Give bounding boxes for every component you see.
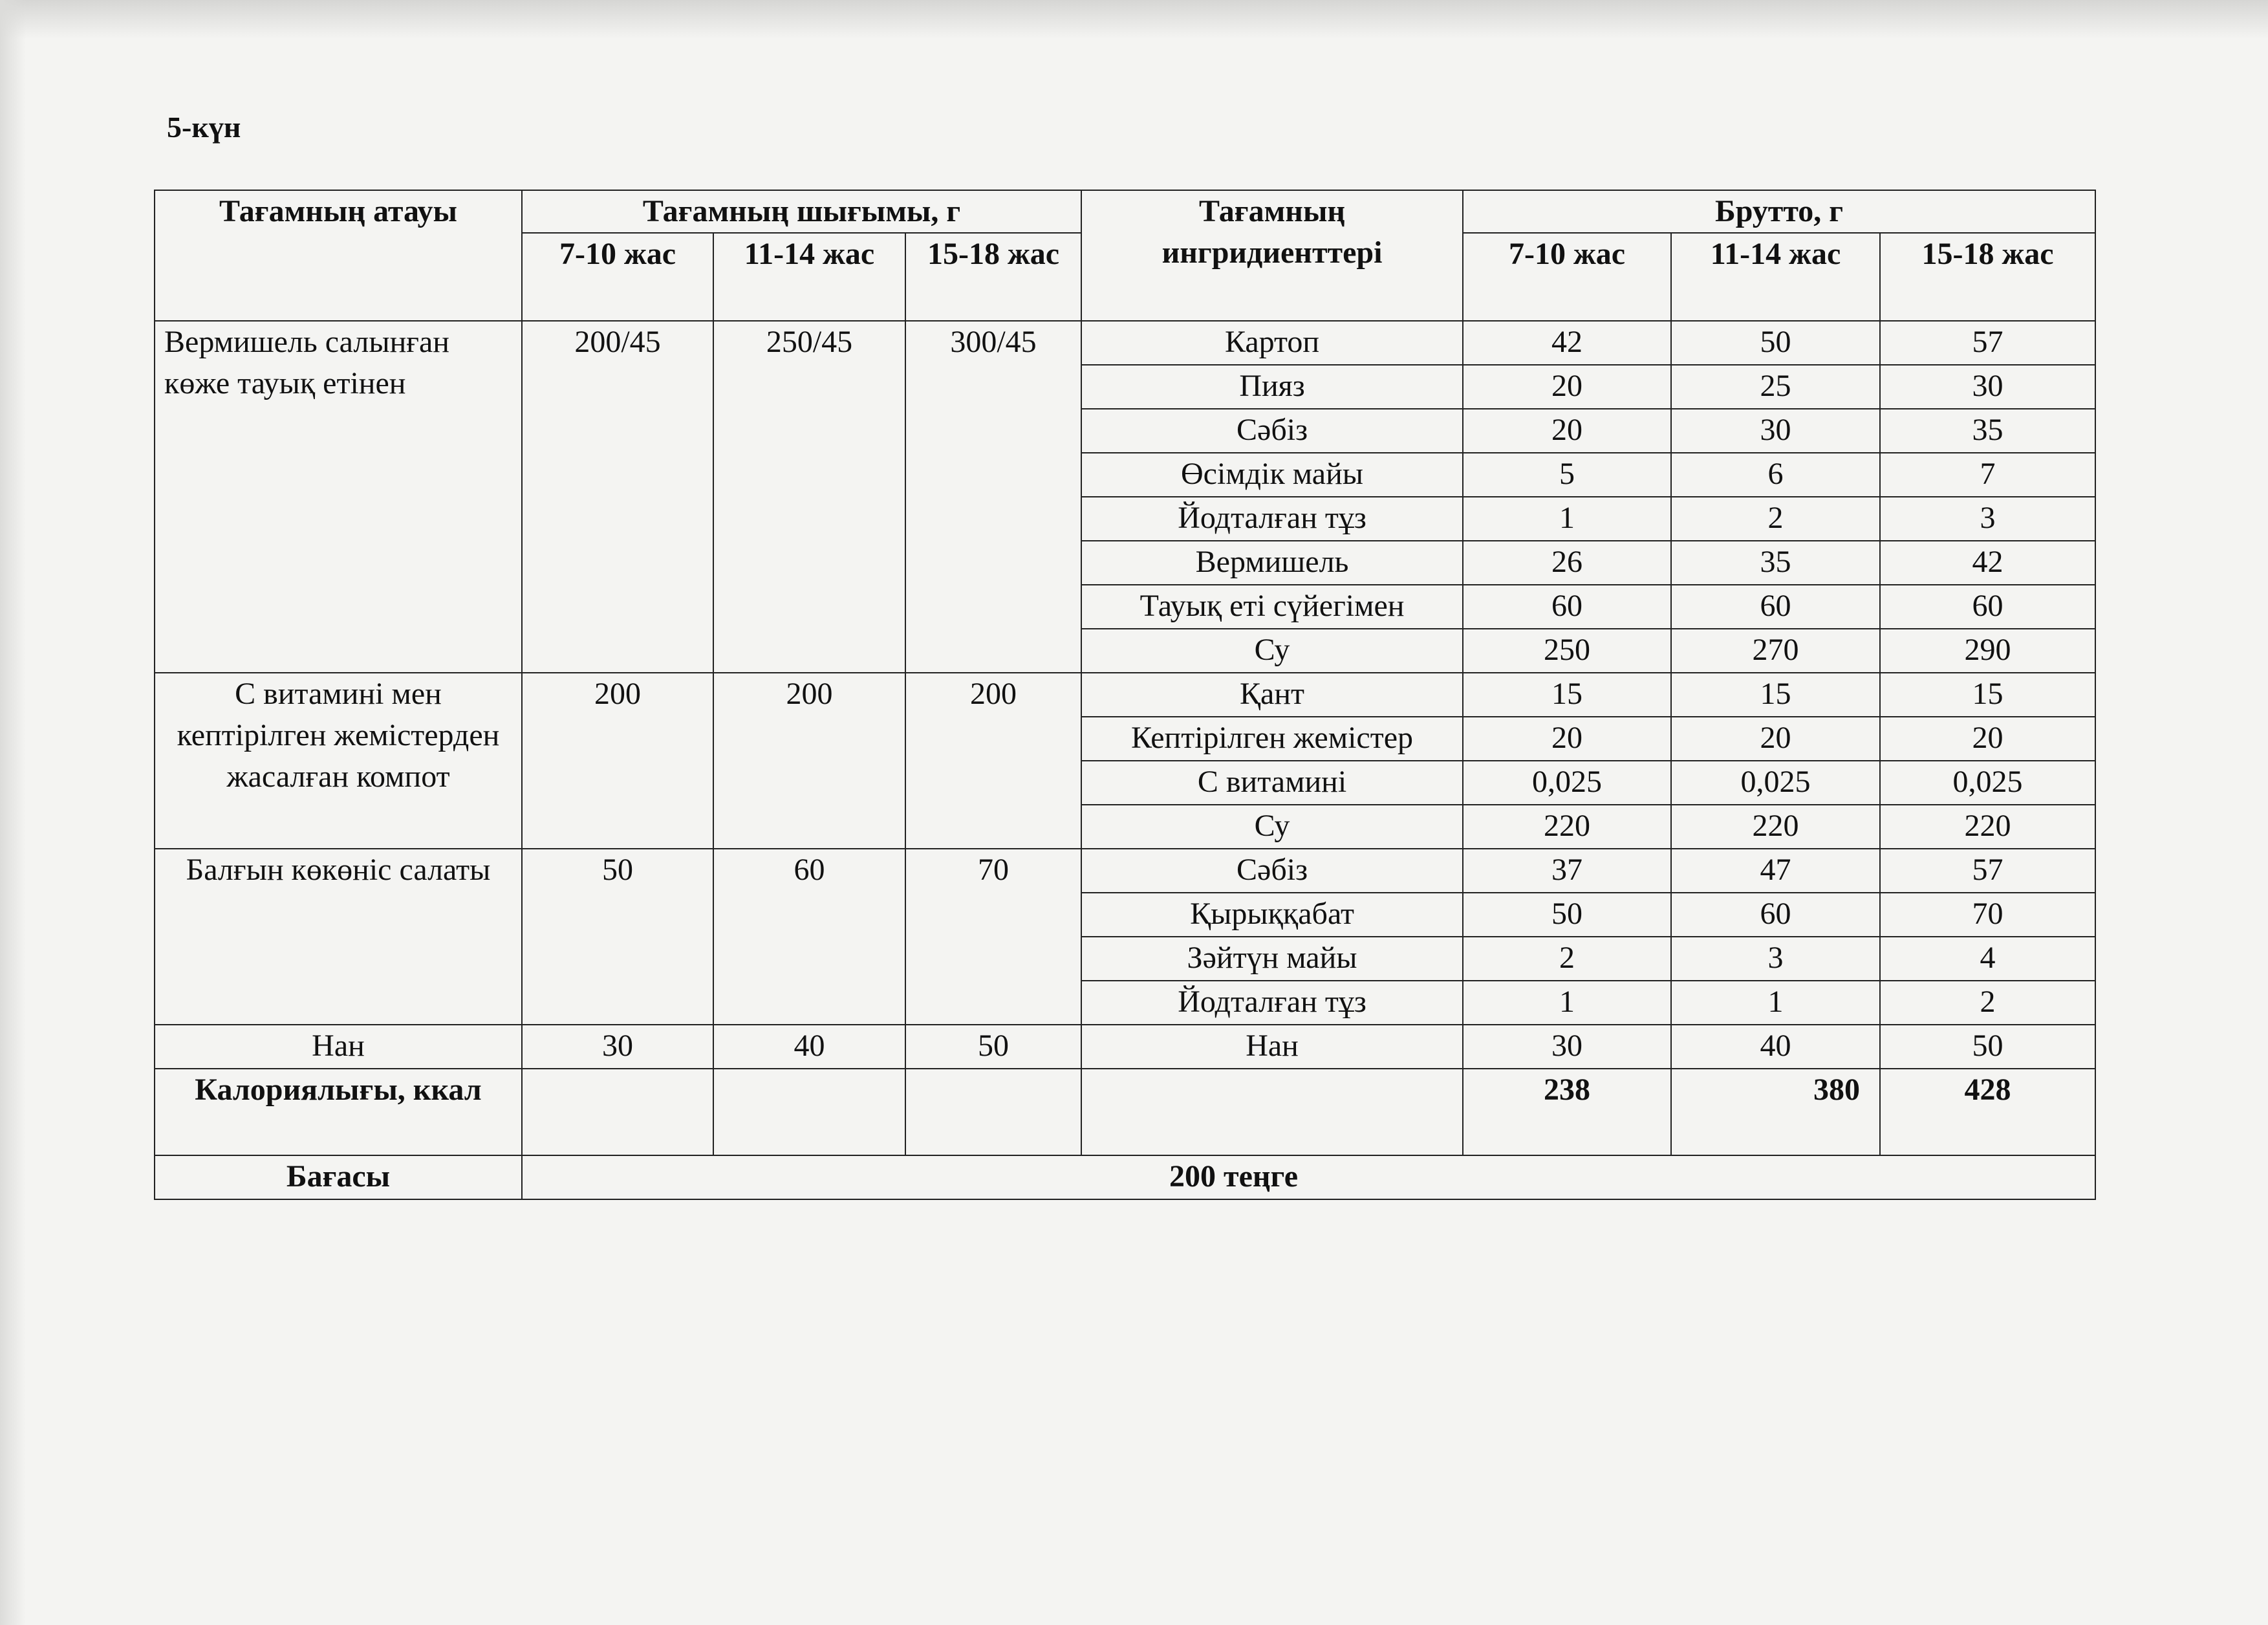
ingredient-name: Йодталған тұз — [1081, 981, 1463, 1025]
brutto-value: 15 — [1463, 673, 1671, 717]
dish-yield: 200 — [905, 673, 1081, 849]
empty-cell — [905, 1069, 1081, 1155]
brutto-value: 20 — [1671, 717, 1880, 761]
brutto-value: 0,025 — [1671, 761, 1880, 805]
dish-yield: 300/45 — [905, 321, 1081, 673]
ingredient-name: Тауық еті сүйегімен — [1081, 585, 1463, 629]
calories-row — [155, 1069, 2095, 1155]
dish-yield: 200 — [713, 673, 905, 849]
brutto-value: 15 — [1880, 673, 2095, 717]
dish-yield: 40 — [713, 1025, 905, 1069]
table-row — [155, 673, 2095, 717]
brutto-value: 57 — [1880, 849, 2095, 893]
brutto-value: 47 — [1671, 849, 1880, 893]
ingredient-name: Қант — [1081, 673, 1463, 717]
menu-table — [154, 190, 2096, 1200]
brutto-value: 20 — [1463, 365, 1671, 409]
brutto-value: 70 — [1880, 893, 2095, 937]
ingredient-name: Қырыққабат — [1081, 893, 1463, 937]
brutto-value: 2 — [1671, 497, 1880, 541]
brutto-value: 0,025 — [1880, 761, 2095, 805]
dish-yield: 50 — [522, 849, 713, 1025]
brutto-value: 35 — [1880, 409, 2095, 453]
brutto-value: 1 — [1671, 981, 1880, 1025]
dish-yield: 200 — [522, 673, 713, 849]
brutto-value: 0,025 — [1463, 761, 1671, 805]
brutto-value: 25 — [1671, 365, 1880, 409]
brutto-value: 37 — [1463, 849, 1671, 893]
brutto-value: 50 — [1463, 893, 1671, 937]
calories-value: 428 — [1880, 1069, 2095, 1155]
ingredient-name: Пияз — [1081, 365, 1463, 409]
calories-value: 380 — [1671, 1069, 1880, 1155]
brutto-value: 220 — [1671, 805, 1880, 849]
price-row — [155, 1155, 2095, 1199]
brutto-value: 60 — [1463, 585, 1671, 629]
price-label: Бағасы — [155, 1155, 522, 1199]
brutto-value: 250 — [1463, 629, 1671, 673]
dish-yield: 250/45 — [713, 321, 905, 673]
brutto-value: 220 — [1880, 805, 2095, 849]
brutto-value: 15 — [1671, 673, 1880, 717]
header-dish-name: Тағамның атауы — [155, 190, 522, 321]
dish-name: Нан — [155, 1025, 522, 1069]
scan-edge-shadow — [0, 0, 2268, 39]
empty-cell — [1081, 1069, 1463, 1155]
header-brutto: Брутто, г — [1463, 190, 2095, 233]
brutto-value: 42 — [1463, 321, 1671, 365]
brutto-value: 30 — [1880, 365, 2095, 409]
dish-yield: 200/45 — [522, 321, 713, 673]
header-row-1 — [155, 190, 2095, 233]
scan-left-edge — [0, 0, 26, 1625]
table-row — [155, 1025, 2095, 1069]
brutto-value: 5 — [1463, 453, 1671, 497]
brutto-value: 3 — [1671, 937, 1880, 981]
brutto-value: 60 — [1880, 585, 2095, 629]
ingredient-name: Кептірілген жемістер — [1081, 717, 1463, 761]
ingredient-name: Өсімдік майы — [1081, 453, 1463, 497]
brutto-value: 60 — [1671, 585, 1880, 629]
header-brutto-age: 15-18 жас — [1880, 233, 2095, 321]
ingredient-name: С витамині — [1081, 761, 1463, 805]
dish-yield: 70 — [905, 849, 1081, 1025]
brutto-value: 3 — [1880, 497, 2095, 541]
dish-yield: 50 — [905, 1025, 1081, 1069]
ingredient-name: Су — [1081, 629, 1463, 673]
dish-name: Вермишель салынған көже тауық етінен — [155, 321, 522, 673]
brutto-value: 6 — [1671, 453, 1880, 497]
brutto-value: 20 — [1463, 409, 1671, 453]
brutto-value: 60 — [1671, 893, 1880, 937]
brutto-value: 1 — [1463, 497, 1671, 541]
brutto-value: 26 — [1463, 541, 1671, 585]
dish-yield: 60 — [713, 849, 905, 1025]
header-yield-age: 15-18 жас — [905, 233, 1081, 321]
header-yield-age: 11-14 жас — [713, 233, 905, 321]
brutto-value: 220 — [1463, 805, 1671, 849]
brutto-value: 270 — [1671, 629, 1880, 673]
header-ingredients: Тағамның ингридиенттері — [1081, 190, 1463, 321]
brutto-value: 2 — [1880, 981, 2095, 1025]
brutto-value: 4 — [1880, 937, 2095, 981]
brutto-value: 290 — [1880, 629, 2095, 673]
ingredient-name: Су — [1081, 805, 1463, 849]
brutto-value: 7 — [1880, 453, 2095, 497]
dish-name: С витамині мен кептірілген жемістерден жасалған компот — [155, 673, 522, 849]
brutto-value: 1 — [1463, 981, 1671, 1025]
empty-cell — [522, 1069, 713, 1155]
header-yield: Тағамның шығымы, г — [522, 190, 1081, 233]
brutto-value: 20 — [1463, 717, 1671, 761]
ingredient-name: Картоп — [1081, 321, 1463, 365]
brutto-value: 57 — [1880, 321, 2095, 365]
dish-name: Балғын көкөніс салаты — [155, 849, 522, 1025]
brutto-value: 20 — [1880, 717, 2095, 761]
dish-yield: 30 — [522, 1025, 713, 1069]
ingredient-name: Сәбіз — [1081, 849, 1463, 893]
table-row — [155, 849, 2095, 893]
table-row — [155, 321, 2095, 365]
brutto-value: 50 — [1671, 321, 1880, 365]
calories-label: Калориялығы, ккал — [155, 1069, 522, 1155]
brutto-value: 50 — [1880, 1025, 2095, 1069]
brutto-value: 35 — [1671, 541, 1880, 585]
price-value: 200 теңге — [522, 1155, 2095, 1199]
calories-value: 238 — [1463, 1069, 1671, 1155]
day-title: 5-күн — [167, 111, 241, 144]
ingredient-name: Вермишель — [1081, 541, 1463, 585]
ingredient-name: Сәбіз — [1081, 409, 1463, 453]
brutto-value: 42 — [1880, 541, 2095, 585]
ingredient-name: Йодталған тұз — [1081, 497, 1463, 541]
brutto-value: 30 — [1463, 1025, 1671, 1069]
header-brutto-age: 7-10 жас — [1463, 233, 1671, 321]
header-brutto-age: 11-14 жас — [1671, 233, 1880, 321]
brutto-value: 40 — [1671, 1025, 1880, 1069]
brutto-value: 2 — [1463, 937, 1671, 981]
header-yield-age: 7-10 жас — [522, 233, 713, 321]
brutto-value: 30 — [1671, 409, 1880, 453]
ingredient-name: Нан — [1081, 1025, 1463, 1069]
ingredient-name: Зәйтүн майы — [1081, 937, 1463, 981]
empty-cell — [713, 1069, 905, 1155]
